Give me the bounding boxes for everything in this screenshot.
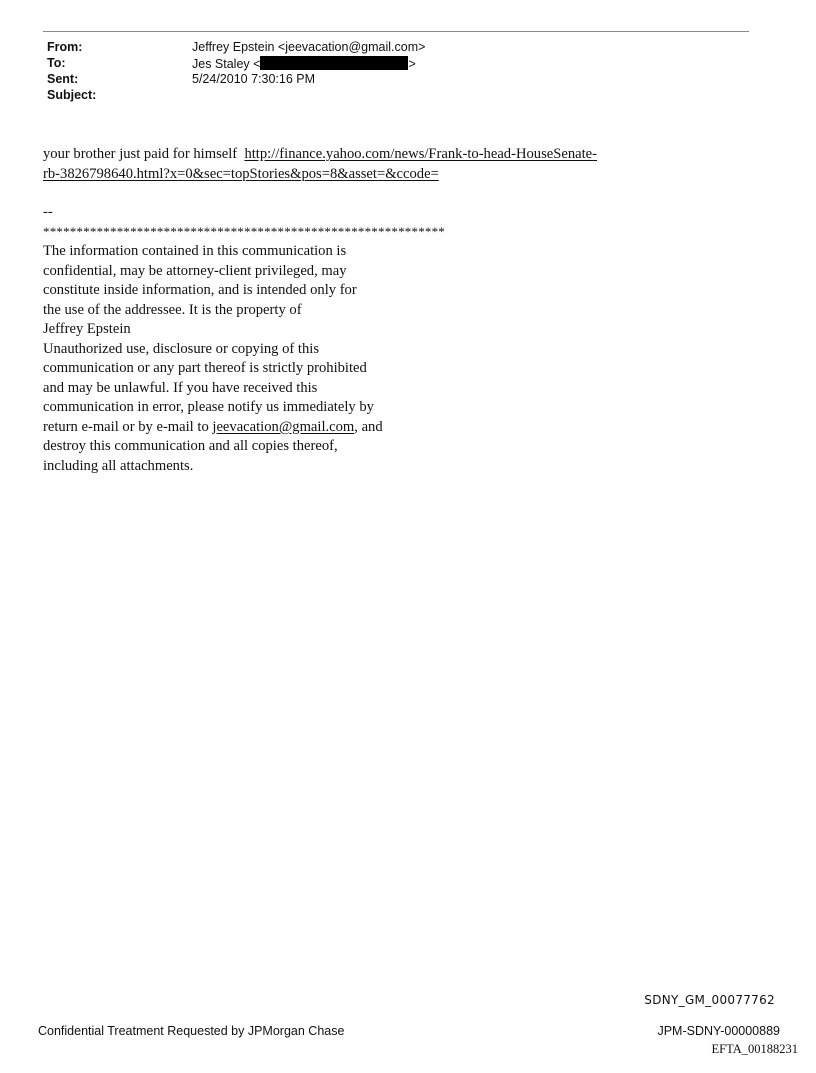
subject-row bbox=[47, 88, 425, 104]
to-value-prefix: Jes Staley < bbox=[192, 56, 261, 71]
from-label: From: bbox=[47, 40, 83, 54]
to-row bbox=[47, 56, 425, 73]
sent-row bbox=[47, 72, 425, 88]
email-link[interactable]: jeevacation@gmail.com bbox=[212, 418, 355, 435]
header-divider bbox=[43, 31, 749, 32]
message-line-1 bbox=[43, 145, 597, 165]
sdny-bates-stamp: SDNY_GM_00077762 bbox=[644, 993, 775, 1007]
disclaimer-line: constitute inside information, and is intended only for bbox=[43, 282, 357, 298]
disclaimer-line: The information contained in this communication is bbox=[43, 243, 347, 259]
disclaimer-line: communication in error, please notify us immediately by bbox=[43, 399, 374, 415]
disclaimer-line: communication or any part thereof is strictly prohibited bbox=[43, 360, 367, 376]
message-line-2 bbox=[43, 165, 597, 185]
efta-bates-stamp: EFTA_00188231 bbox=[711, 1042, 798, 1056]
disclaimer-line bbox=[43, 418, 383, 438]
confidentiality-disclaimer bbox=[43, 242, 383, 476]
to-value bbox=[192, 56, 416, 73]
subject-label: Subject: bbox=[47, 87, 97, 102]
confidential-footer: Confidential Treatment Requested by JPMorgan Chase bbox=[38, 1024, 345, 1038]
email-header bbox=[47, 40, 425, 103]
sent-value: 5/24/2010 7:30:16 PM bbox=[192, 72, 316, 86]
disclaimer-line: destroy this communication and all copies thereof, bbox=[43, 438, 338, 454]
disclaimer-line: the use of the addressee. It is the property of bbox=[43, 301, 302, 318]
from-value: Jeffrey Epstein <jeevacation@gmail.com> bbox=[192, 40, 426, 54]
disclaimer-line: confidential, may be attorney-client privileged, may bbox=[43, 262, 347, 279]
disclaimer-line: and may be unlawful. If you have received this bbox=[43, 379, 318, 396]
signature-separator bbox=[43, 203, 445, 241]
disclaimer-line: Unauthorized use, disclosure or copying of this bbox=[43, 340, 320, 357]
to-label: To: bbox=[47, 55, 66, 70]
article-link-continued[interactable]: rb-3826798640.html?x=0&sec=topStories&pos=8&asset=&ccode= bbox=[43, 165, 439, 182]
redaction-box bbox=[260, 56, 408, 70]
message-text: your brother just paid for himself bbox=[43, 146, 238, 162]
signature-stars: ************************************************************ bbox=[43, 224, 445, 239]
sent-label: Sent: bbox=[47, 72, 79, 86]
disclaimer-line-prefix: return e-mail or by e-mail to bbox=[43, 418, 213, 435]
article-link[interactable]: http://finance.yahoo.com/news/Frank-to-head-HouseSenate- bbox=[244, 146, 598, 162]
signature-dash: -- bbox=[43, 204, 53, 220]
from-row bbox=[47, 40, 425, 56]
disclaimer-line-suffix: , and bbox=[354, 418, 383, 435]
disclaimer-line: Jeffrey Epstein bbox=[43, 321, 131, 337]
jpm-bates-stamp: JPM-SDNY-00000889 bbox=[657, 1024, 780, 1038]
message-body bbox=[43, 145, 597, 184]
to-value-suffix: > bbox=[408, 56, 416, 71]
disclaimer-line: including all attachments. bbox=[43, 457, 194, 474]
